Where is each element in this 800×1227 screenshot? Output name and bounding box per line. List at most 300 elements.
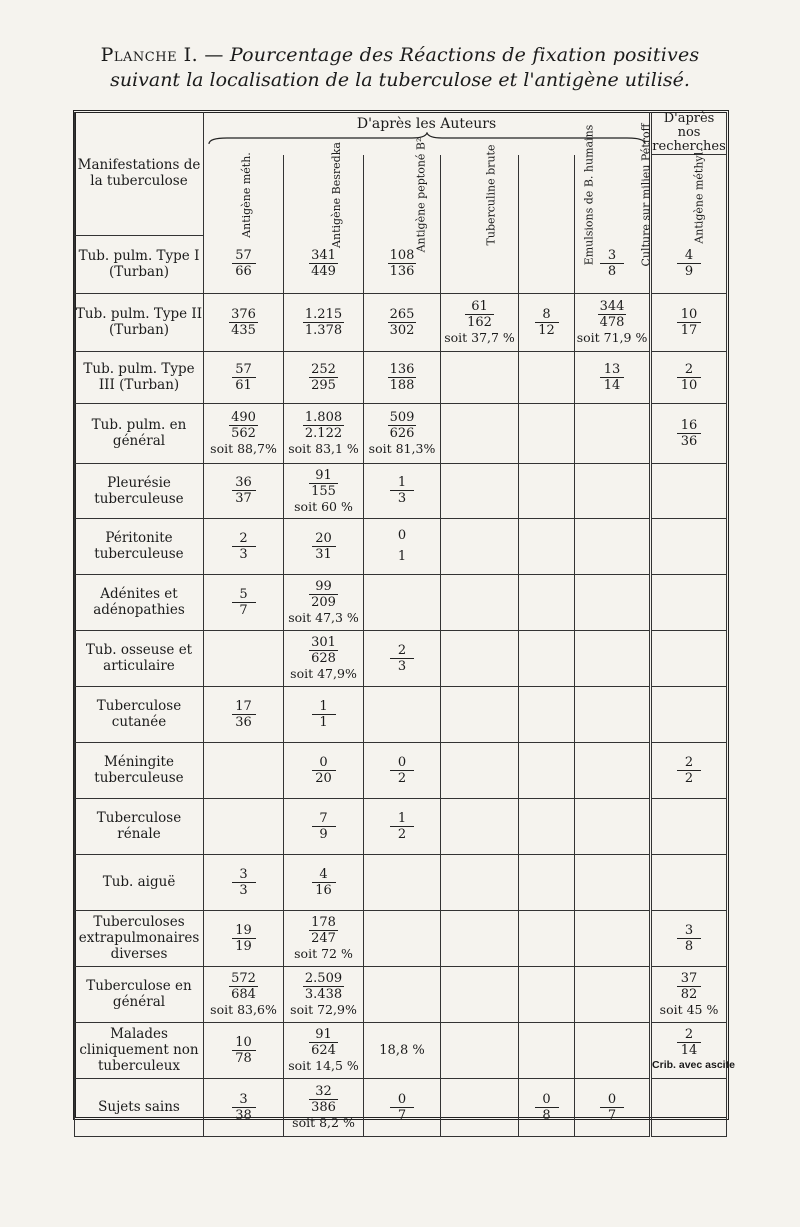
numerator: 4: [312, 867, 336, 883]
table-row: [75, 854, 727, 910]
column-header: [651, 147, 727, 244]
numerator: 1: [312, 699, 336, 715]
fraction: [229, 971, 258, 1002]
fraction: [309, 635, 338, 666]
denominator: 2: [684, 770, 694, 786]
fraction: [309, 1027, 338, 1058]
numerator: 1.215: [304, 306, 343, 322]
denominator: 8: [542, 1107, 551, 1123]
table-cell: [575, 910, 651, 966]
denominator: 8: [607, 264, 617, 280]
numerator: 3: [677, 923, 701, 939]
percentage: soit 81,3%: [368, 441, 436, 456]
percentage: soit 83,6%: [210, 1002, 277, 1017]
table-cell: [441, 293, 519, 351]
table-cell: [364, 518, 441, 574]
fraction: [309, 248, 338, 279]
group-auteurs-label: D'après les Auteurs: [356, 115, 497, 132]
denominator: 66: [235, 264, 252, 280]
numerator: 301: [311, 635, 336, 650]
numerator: 0: [312, 755, 336, 771]
numerator: 344: [599, 299, 625, 314]
table-cell: [575, 351, 651, 403]
table-cell: [575, 798, 651, 854]
column-header-label: Tuberculine brute: [484, 144, 498, 246]
table-row: [75, 1078, 727, 1136]
table-cell: [651, 630, 727, 686]
table-cell: [204, 1022, 284, 1078]
table-cell: [204, 235, 284, 293]
title-line-2: suivant la localisation de la tuberculose et l'antigène utilisé.: [110, 69, 690, 91]
fraction: [465, 299, 494, 330]
row-label: Tuberculose rénale: [75, 798, 204, 854]
fraction: [600, 362, 624, 393]
row-label: Sujets sains: [75, 1078, 204, 1136]
table-cell: [204, 910, 284, 966]
row-label: Tub. osseuse et articulaire: [75, 630, 204, 686]
table-cell: [364, 966, 441, 1022]
table-cell: [651, 910, 727, 966]
numerator: 376: [231, 306, 256, 322]
table-cell: [651, 686, 727, 742]
fraction: [309, 1084, 338, 1115]
denominator: 9: [684, 264, 694, 280]
table-cell: [284, 742, 364, 798]
denominator: 624: [311, 1043, 336, 1058]
table-cell: [519, 630, 575, 686]
fraction: [312, 867, 336, 898]
planche-label: Planche I.: [100, 44, 199, 66]
numerator: 509: [389, 410, 415, 425]
percentage: soit 83,1 %: [288, 441, 359, 456]
numerator: 0: [390, 755, 414, 771]
table-cell: [284, 403, 364, 463]
denominator: 14: [603, 377, 621, 393]
table-cell: [204, 403, 284, 463]
table-cell: [284, 574, 364, 630]
numerator: 2: [390, 643, 414, 659]
percentage: soit 60 %: [294, 498, 353, 514]
fraction: [388, 248, 417, 279]
table-row: [75, 293, 727, 351]
numerator: 91: [309, 1027, 338, 1043]
numerator: 32: [309, 1084, 338, 1100]
numerator: 1: [390, 811, 414, 827]
fraction: [232, 923, 256, 954]
percentage: soit 71,9 %: [576, 330, 648, 345]
column-header: [284, 142, 364, 249]
column-header: [441, 144, 519, 246]
table-cell: [364, 854, 441, 910]
numerator: 37: [677, 971, 701, 987]
numerator: 136: [389, 361, 415, 377]
denominator: 3: [239, 546, 248, 562]
fraction: [388, 362, 417, 393]
numerator: 0: [390, 1092, 414, 1108]
table-cell: [575, 630, 651, 686]
column-header-label: Culture sur milieu Pétroff: [639, 123, 653, 267]
numerator: 2: [677, 1027, 701, 1043]
percentage: soit 47,9%: [290, 666, 357, 681]
denominator: 20: [315, 770, 332, 786]
denominator: 562: [231, 426, 256, 441]
fraction: [390, 811, 414, 842]
title-line-1: Pourcentage des Réactions de fixation positives: [229, 44, 700, 66]
table-cell: [519, 910, 575, 966]
table-row: [75, 235, 727, 293]
table-cell: [204, 742, 284, 798]
table-row: [75, 798, 727, 854]
table-cell: [364, 351, 441, 403]
table-cell: [364, 798, 441, 854]
fraction: [303, 307, 344, 338]
cell-value: 18,8 %: [379, 1042, 425, 1058]
row-label: Tub. pulm. Type I (Turban): [75, 235, 204, 293]
numerator: 108: [389, 248, 415, 264]
table-cell: [519, 351, 575, 403]
table-cell: [284, 910, 364, 966]
table-cell: [575, 574, 651, 630]
denominator: 61: [235, 377, 252, 393]
table-cell: [519, 742, 575, 798]
table-cell: [651, 1022, 735, 1078]
numerator: 572: [231, 971, 256, 986]
denominator: 435: [231, 322, 256, 338]
denominator: 2.122: [304, 426, 343, 441]
column-header: [204, 152, 284, 239]
percentage: soit 72,9%: [290, 1002, 357, 1017]
table-cell: [364, 293, 441, 351]
table-cell: [204, 686, 284, 742]
table-cell: [441, 235, 519, 293]
table-row: [75, 463, 727, 518]
table-cell: [575, 518, 651, 574]
denominator: 386: [311, 1100, 336, 1115]
table-cell: [204, 966, 284, 1022]
table-cell: [651, 742, 727, 798]
numerator: 2: [232, 531, 256, 547]
numerator: 265: [389, 306, 415, 322]
table-cell: [204, 351, 284, 403]
numerator: 1: [390, 475, 414, 491]
table-cell: [204, 798, 284, 854]
table-cell: [519, 798, 575, 854]
fraction: [390, 1092, 414, 1123]
fraction: [232, 867, 256, 898]
fraction: [390, 755, 414, 786]
table-cell: [284, 463, 364, 518]
denominator: 78: [235, 1050, 252, 1066]
denominator: 36: [235, 714, 252, 730]
fraction: [309, 579, 338, 610]
numerator: 13: [600, 362, 624, 378]
table-cell: [651, 574, 727, 630]
fraction: [390, 475, 414, 506]
numerator: 7: [312, 811, 336, 827]
table-row: [75, 574, 727, 630]
percentage: soit 88,7%: [210, 441, 277, 456]
table-cell: [651, 1078, 727, 1136]
table-row: [75, 686, 727, 742]
table-cell: [441, 910, 519, 966]
table-cell: [364, 403, 441, 463]
denominator: 302: [389, 322, 415, 338]
table-cell: [284, 798, 364, 854]
denominator: 16: [315, 882, 332, 898]
fraction: [677, 755, 701, 786]
row-label: Tub. pulm. en général: [75, 403, 204, 463]
fraction: [677, 307, 701, 338]
denominator: 12: [538, 322, 555, 338]
table-cell: [441, 574, 519, 630]
fraction: [388, 307, 417, 338]
table-cell: [364, 630, 441, 686]
table-cell: [204, 293, 284, 351]
denominator: 14: [680, 1043, 698, 1058]
table-cell: [364, 1078, 441, 1136]
table-cell: [519, 403, 575, 463]
table-cell: [519, 574, 575, 630]
denominator: 9: [319, 826, 328, 842]
table-cell: [651, 798, 727, 854]
row-label: Péritonite tuberculeuse: [75, 518, 204, 574]
denominator: 10: [680, 377, 698, 393]
table-cell: [364, 574, 441, 630]
numerator: 2.509: [304, 971, 343, 986]
fraction: [677, 971, 701, 1002]
fraction: [232, 587, 256, 618]
table-cell: [284, 854, 364, 910]
cell-value: 1: [397, 549, 407, 564]
fraction: [677, 362, 701, 393]
fraction: [600, 1092, 624, 1123]
table-cell: [441, 854, 519, 910]
table-cell: [441, 742, 519, 798]
percentage: soit 45 %: [659, 1002, 719, 1017]
denominator: 82: [680, 987, 698, 1002]
numerator: 4: [677, 248, 701, 264]
fraction: [312, 531, 336, 562]
table-cell: [575, 293, 651, 351]
table-cell: [204, 630, 284, 686]
row-label: Tuberculose cutanée: [75, 686, 204, 742]
denominator: 628: [311, 651, 336, 666]
percentage: soit 14,5 %: [288, 1058, 359, 1073]
table-cell: [575, 463, 651, 518]
fraction: [390, 643, 414, 674]
fraction: [232, 248, 256, 279]
table-cell: [284, 1022, 364, 1078]
fraction: [535, 307, 559, 338]
table-row: [75, 910, 727, 966]
table-cell: [284, 630, 364, 686]
table-cell: [519, 518, 575, 574]
table-cell: [575, 1078, 651, 1136]
fraction: [232, 1092, 256, 1123]
denominator: 136: [389, 264, 415, 280]
percentage: soit 47,3 %: [288, 610, 359, 625]
percentage: soit 37,7 %: [444, 330, 515, 345]
column-header-label: Antigène peptoné B²: [414, 137, 428, 253]
denominator: 209: [311, 595, 336, 610]
denominator: 1: [319, 714, 328, 730]
denominator: 2: [397, 770, 407, 786]
table-cell: [284, 686, 364, 742]
table-row: [75, 403, 727, 463]
numerator: 36: [232, 475, 256, 491]
table-cell: [284, 235, 364, 293]
table-cell: [575, 742, 651, 798]
table-row: [75, 518, 727, 574]
numerator: 57: [232, 362, 256, 378]
numerator: 17: [232, 699, 256, 715]
denominator: 7: [397, 1107, 407, 1123]
fraction: [303, 971, 344, 1002]
fraction: [309, 468, 338, 499]
denominator: 3: [397, 491, 407, 506]
row-label: Méningite tuberculeuse: [75, 742, 204, 798]
table-cell: [575, 403, 651, 463]
numerator: 3: [232, 867, 256, 883]
numerator: 10: [232, 1035, 256, 1051]
fraction: [677, 248, 701, 279]
table-cell: [441, 798, 519, 854]
table-cell: [441, 630, 519, 686]
denominator: 7: [239, 602, 248, 618]
cell-value: 0: [397, 528, 407, 543]
denominator: 478: [599, 315, 625, 330]
table-cell: [575, 1022, 651, 1078]
fraction: [600, 248, 624, 279]
header-group-nous: D'après nos recherches: [652, 111, 726, 154]
table-cell: [204, 1078, 284, 1136]
numerator: 252: [311, 361, 336, 377]
numerator: 19: [232, 923, 256, 939]
fraction: [309, 915, 338, 946]
fraction: [598, 299, 627, 330]
table-cell: [575, 966, 651, 1022]
table-cell: [284, 351, 364, 403]
denominator: 38: [235, 1107, 252, 1123]
row-label: Pleurésie tuberculeuse: [75, 463, 204, 518]
numerator: 2: [677, 755, 701, 771]
numerator: 20: [312, 531, 336, 547]
denominator: 1.378: [304, 322, 343, 338]
table-cell: [204, 574, 284, 630]
denominator: 31: [315, 546, 332, 562]
fraction: [229, 307, 258, 338]
table-cell: [519, 854, 575, 910]
column-header: [364, 137, 441, 253]
table-cell: [441, 686, 519, 742]
numerator: 57: [232, 248, 256, 264]
fraction: [232, 475, 256, 506]
percentage: soit 8,2 %: [292, 1115, 355, 1130]
table-cell: [651, 235, 727, 293]
table-cell: [651, 966, 727, 1022]
row-label: Malades cliniquement non tuberculeux: [75, 1022, 204, 1078]
title-dash: —: [204, 44, 224, 66]
table-cell: [651, 351, 727, 403]
fraction: [232, 699, 256, 730]
table-cell: [651, 403, 727, 463]
column-header-label: Antigène méthyl.: [692, 147, 706, 244]
fraction: [677, 1027, 701, 1058]
table-cell: [364, 742, 441, 798]
row-label: Tuberculose en général: [75, 966, 204, 1022]
table-cell: [364, 910, 441, 966]
header-manifestations: Manifestations de la tuberculose: [75, 112, 204, 235]
table-cell: [519, 235, 575, 293]
numerator: 10: [677, 307, 701, 323]
numerator: 5: [232, 587, 256, 603]
table-row: [75, 1022, 727, 1078]
numerator: 178: [311, 915, 336, 930]
table-cell: [575, 686, 651, 742]
fraction: [309, 362, 338, 393]
row-label: Tub. pulm. Type III (Turban): [75, 351, 204, 403]
table-cell: [651, 854, 727, 910]
table-cell: [284, 1078, 364, 1136]
denominator: 449: [311, 264, 336, 280]
numerator: 341: [311, 248, 336, 264]
numerator: 0: [535, 1092, 559, 1108]
table-cell: [364, 1022, 441, 1078]
table-cell: [519, 293, 575, 351]
denominator: 3: [239, 882, 248, 898]
fraction: [312, 811, 336, 842]
numerator: 99: [309, 579, 338, 595]
denominator: 36: [680, 433, 698, 449]
table-cell: [441, 351, 519, 403]
fraction: [232, 1035, 256, 1066]
table-cell: [284, 293, 364, 351]
table-body: [75, 235, 735, 1136]
denominator: 2: [397, 826, 407, 842]
row-label: Tuberculoses extrapulmonaires diverses: [75, 910, 204, 966]
numerator: 8: [535, 307, 559, 323]
table-row: [75, 966, 727, 1022]
table-cell: [441, 403, 519, 463]
table-cell: [441, 1022, 519, 1078]
table-cell: [519, 686, 575, 742]
fraction: [303, 410, 344, 441]
row-label: Adénites et adénopathies: [75, 574, 204, 630]
table-cell: [284, 966, 364, 1022]
column-header-label: Antigène Besredka: [329, 142, 343, 249]
table-cell: [441, 463, 519, 518]
table-cell: [204, 854, 284, 910]
column-header-label: Emulsions de B. humains: [582, 124, 596, 266]
denominator: 17: [680, 322, 698, 338]
fraction: [312, 699, 336, 730]
table-cell: [364, 463, 441, 518]
numerator: 0: [600, 1092, 624, 1108]
numerator: 91: [309, 468, 338, 484]
percentage: soit 72 %: [294, 946, 353, 961]
denominator: 19: [235, 938, 252, 954]
table-cell: [441, 966, 519, 1022]
denominator: 188: [389, 377, 415, 393]
table-cell: [651, 463, 727, 518]
table-cell: [519, 463, 575, 518]
results-table: [74, 111, 735, 1137]
fraction: [229, 410, 258, 441]
numerator: 3: [600, 248, 624, 264]
denominator: 684: [231, 987, 256, 1002]
table-cell: [519, 1078, 575, 1136]
table-cell: [441, 1078, 519, 1136]
